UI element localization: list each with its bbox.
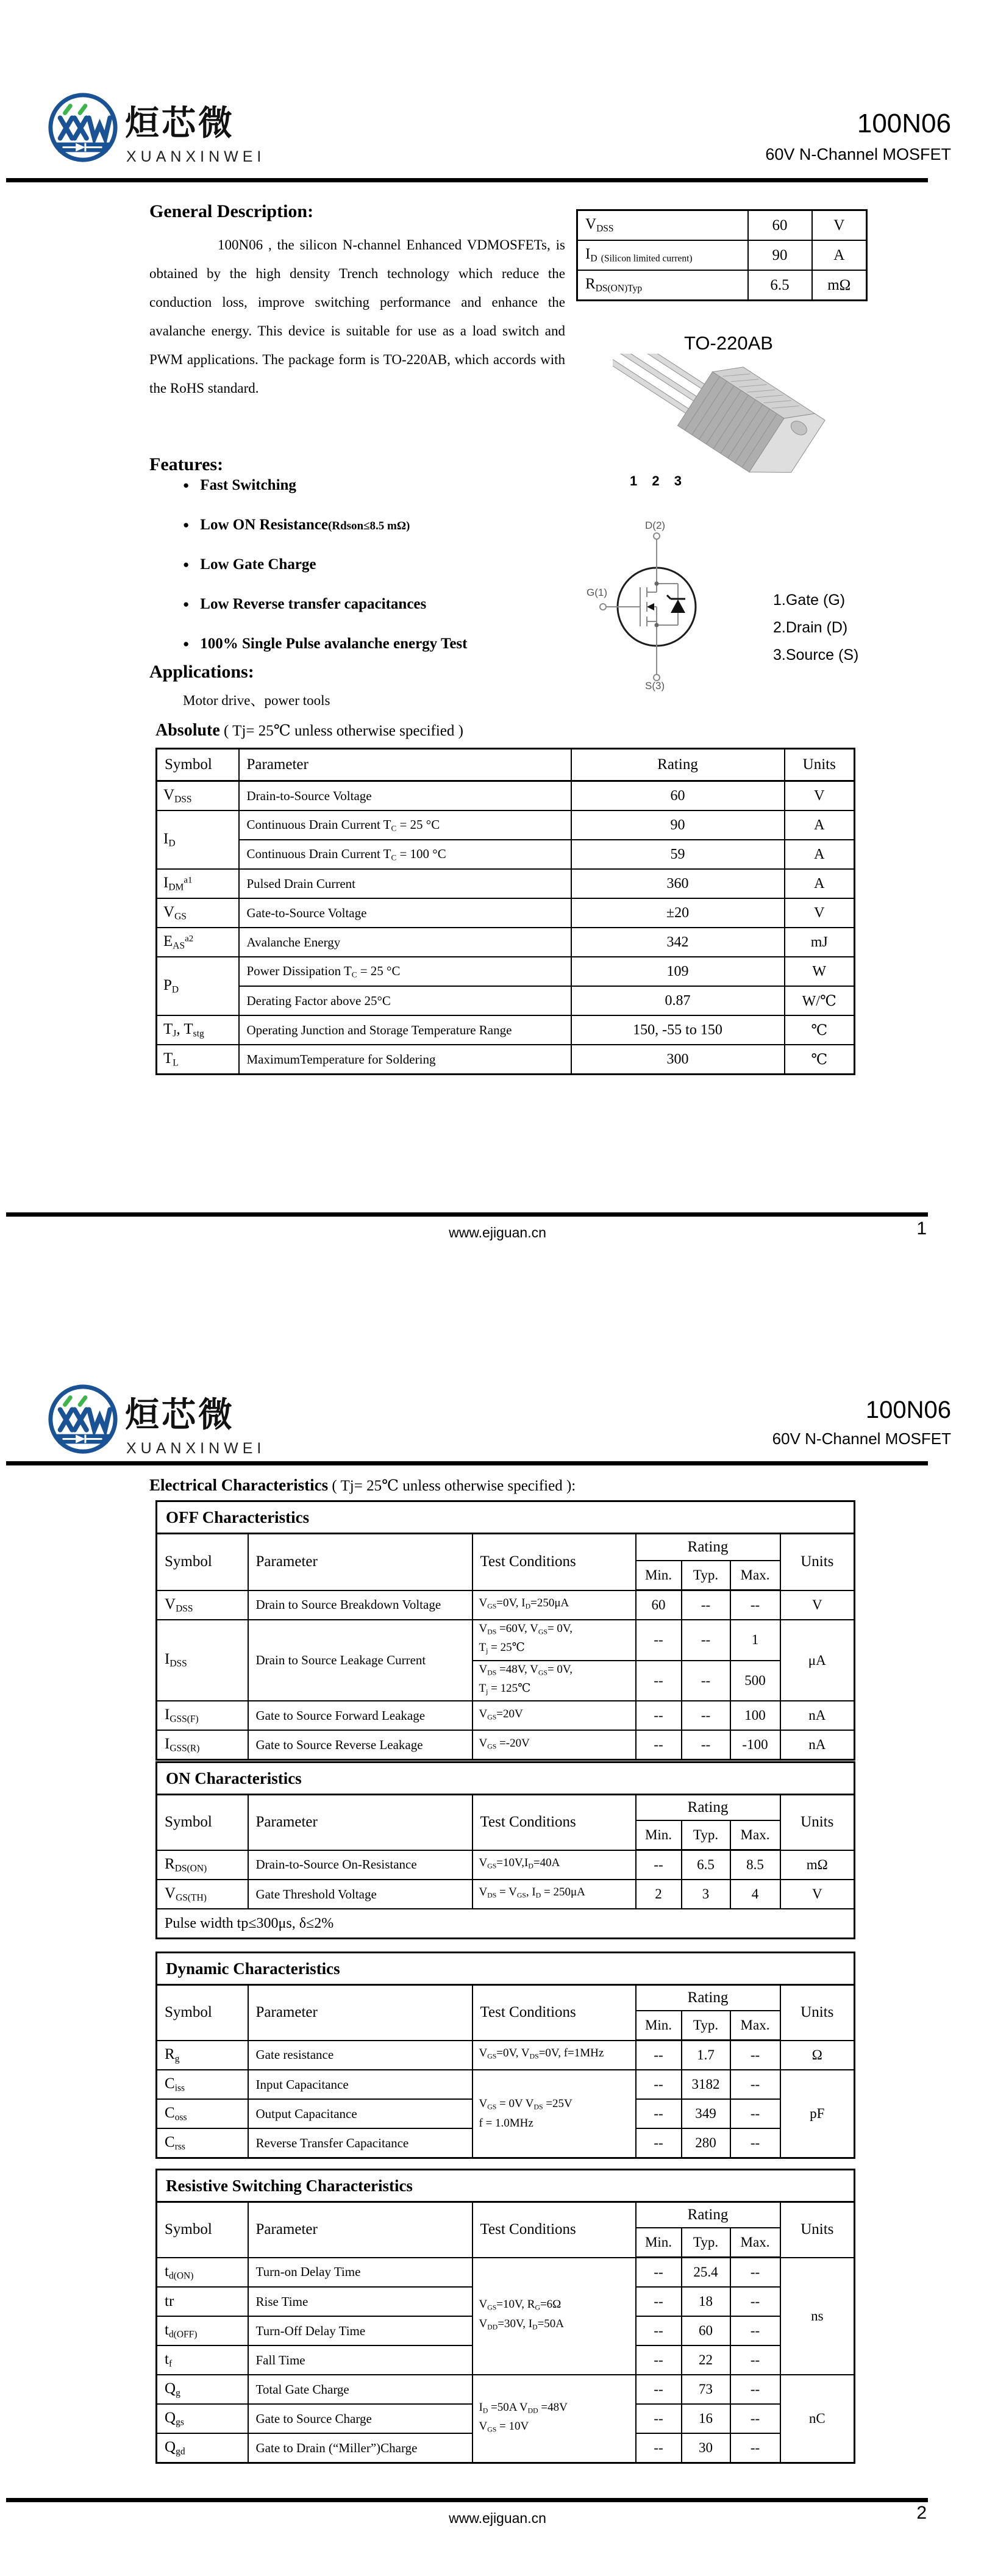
cell-max: -- xyxy=(730,2404,780,2433)
table-row xyxy=(577,270,867,301)
section-title: ON Characteristics xyxy=(157,1762,855,1795)
cell-max: 8.5 xyxy=(730,1850,780,1880)
cell-symbol: $I_{GSS(F)}$ xyxy=(157,1701,248,1730)
cell-symbol: $V_{DSS}$ xyxy=(157,781,239,811)
cell-test-conditions: $V_{DS} =60V$, $V_{GS}= 0V$, $T_j$ = 25℃ xyxy=(473,1620,636,1661)
cell-unit: ns xyxy=(780,2258,855,2375)
bullet-icon: ● xyxy=(183,479,190,491)
cell-symbol: $t_f$ xyxy=(157,2345,248,2375)
cell-min: -- xyxy=(636,1730,682,1760)
cell-unit: W/℃ xyxy=(785,986,855,1015)
node-dot xyxy=(655,582,659,586)
cell-test-conditions: $V_{GS}=10V$, $R_G=6\Omega$ $V_{DD}=30V$, $I_D=50A$ xyxy=(473,2258,636,2375)
cell-symbol: $V_{DSS}$ xyxy=(577,210,748,241)
cell-max: 1 xyxy=(730,1620,780,1661)
cell-parameter: Drain-to-Source On-Resistance xyxy=(248,1850,473,1880)
table-row xyxy=(157,1045,855,1075)
col-header-min: Min. xyxy=(636,2228,682,2258)
cell-parameter: Gate to Drain (“Miller”)Charge xyxy=(248,2433,473,2463)
cell-test-conditions: $V_{GS} =-20V$ xyxy=(473,1730,636,1760)
footer-url: www.ejiguan.cn xyxy=(449,1225,546,1240)
cell-symbol: $I_D$ xyxy=(157,810,239,869)
cell-typ: -- xyxy=(682,1730,730,1760)
table-header-row xyxy=(157,2202,855,2228)
cell-value: 90 xyxy=(748,240,812,270)
feature-item xyxy=(183,635,468,653)
company-logo xyxy=(46,90,120,168)
col-header-rating: Rating xyxy=(636,2202,780,2228)
cell-rating: 300 xyxy=(571,1045,785,1075)
mosfet-symbol-image xyxy=(585,515,732,695)
col-header-symbol: Symbol xyxy=(157,749,239,781)
col-header-parameter: Parameter xyxy=(248,1795,473,1850)
feature-item xyxy=(183,477,296,494)
applications-body: Motor drive、power tools xyxy=(183,693,330,708)
col-header-max: Max. xyxy=(730,1820,780,1850)
cell-min: -- xyxy=(636,1661,682,1701)
source-label: S(3) xyxy=(645,680,665,692)
legend-drain: 2.Drain (D) xyxy=(773,619,848,636)
bullet-icon: ● xyxy=(183,638,190,649)
cell-symbol: $P_D$ xyxy=(157,957,239,1015)
cell-parameter: Continuous Drain Current $T_C = 100$ °C xyxy=(239,840,571,869)
footer-rule xyxy=(6,1212,928,1217)
cell-min: -- xyxy=(636,2316,682,2345)
cell-parameter: Turn-on Delay Time xyxy=(248,2258,473,2288)
col-header-rating: Rating xyxy=(636,1985,780,2011)
feature-text: 100% Single Pulse avalanche energy Test xyxy=(200,635,468,652)
part-subtitle: 60V N-Channel MOSFET xyxy=(772,1429,951,1448)
cell-parameter: Drain-to-Source Voltage xyxy=(239,781,571,811)
cell-typ: 18 xyxy=(682,2287,730,2316)
cell-parameter: Gate to Source Forward Leakage xyxy=(248,1701,473,1730)
table-row xyxy=(157,1701,855,1730)
cell-min: -- xyxy=(636,2070,682,2099)
table-row xyxy=(157,2070,855,2099)
feature-item xyxy=(183,556,316,573)
cell-unit: ℃ xyxy=(785,1045,855,1075)
package-image xyxy=(613,354,832,500)
table-row xyxy=(157,2375,855,2404)
col-header-test-conditions: Test Conditions xyxy=(473,1534,636,1590)
table-row xyxy=(577,210,867,241)
cell-max: -- xyxy=(730,2128,780,2158)
feature-item xyxy=(183,517,410,534)
table-header-row xyxy=(157,1795,855,1821)
cell-max: -- xyxy=(730,2287,780,2316)
col-header-symbol: Symbol xyxy=(157,1985,248,2041)
cell-min: -- xyxy=(636,2375,682,2404)
absolute-title xyxy=(155,721,463,740)
package-leg xyxy=(613,354,692,415)
cell-max: -- xyxy=(730,2345,780,2375)
feature-note: (Rdson≤8.5 mΩ) xyxy=(328,520,410,532)
key-spec-table xyxy=(576,209,868,301)
cell-min: -- xyxy=(636,2128,682,2158)
header-rule xyxy=(6,1461,928,1465)
cell-unit: mΩ xyxy=(780,1850,855,1880)
node-dot xyxy=(655,623,659,628)
cell-max: 500 xyxy=(730,1661,780,1701)
cell-parameter: Operating Junction and Storage Temperature Range xyxy=(239,1015,571,1045)
col-header-min: Min. xyxy=(636,2011,682,2041)
cell-symbol: $R_{DS(ON)}$ xyxy=(157,1850,248,1880)
pulse-width-note: Pulse width tp≤300μs, δ≤2% xyxy=(157,1909,855,1939)
col-header-units: Units xyxy=(780,2202,855,2258)
cell-max: -- xyxy=(730,2041,780,2070)
company-logo xyxy=(46,1382,120,1459)
cell-rating: 150, -55 to 150 xyxy=(571,1015,785,1045)
table-row xyxy=(157,1590,855,1620)
cell-parameter: Output Capacitance xyxy=(248,2099,473,2128)
cell-parameter: Gate-to-Source Voltage xyxy=(239,898,571,928)
cell-test-conditions: $V_{DS} =48V$, $V_{GS}= 0V$, $T_j$ = 125℃ xyxy=(473,1661,636,1701)
cell-max: -- xyxy=(730,2375,780,2404)
cell-unit: nA xyxy=(780,1730,855,1760)
mosfet-symbol-icon xyxy=(585,515,732,692)
package-name: TO-220AB xyxy=(684,332,773,354)
table-row xyxy=(157,1620,855,1661)
col-header-typ: Typ. xyxy=(682,1820,730,1850)
cell-symbol: $I_{DM}^{a1}$ xyxy=(157,869,239,898)
col-header-test-conditions: Test Conditions xyxy=(473,1795,636,1850)
col-header-units: Units xyxy=(780,1534,855,1590)
cell-parameter: Derating Factor above 25°C xyxy=(239,986,571,1015)
bullet-icon: ● xyxy=(183,559,190,570)
table-row xyxy=(157,840,855,869)
absolute-title-note: ( Tj= 25℃ unless otherwise specified ) xyxy=(224,723,463,739)
col-header-typ: Typ. xyxy=(682,1561,730,1590)
absolute-ratings-table xyxy=(155,748,855,1075)
cell-unit: nA xyxy=(780,1701,855,1730)
electrical-characteristics-title xyxy=(149,1476,576,1495)
cell-unit: pF xyxy=(780,2070,855,2158)
cell-parameter: Drain to Source Leakage Current xyxy=(248,1620,473,1701)
table-row xyxy=(157,957,855,986)
bullet-icon: ● xyxy=(183,598,190,610)
cell-max: -- xyxy=(730,2070,780,2099)
col-header-symbol: Symbol xyxy=(157,1534,248,1590)
col-header-rating: Rating xyxy=(636,1534,780,1561)
cell-min: -- xyxy=(636,2041,682,2070)
cell-typ: 280 xyxy=(682,2128,730,2158)
col-header-test-conditions: Test Conditions xyxy=(473,2202,636,2258)
general-description-body: 100N06 , the silicon N-channel Enhanced VDMOSFETs, is obtained by the high density Trench technology which reduce the conduction loss, improve switching performance and enhance the avalanche energy. This device is suitable for use as a load switch and PWM applications. The package form is TO-220AB, which accords with the RoHS standard. xyxy=(149,237,565,396)
cell-max: -- xyxy=(730,2433,780,2463)
cell-typ: 1.7 xyxy=(682,2041,730,2070)
feature-text: Low Gate Charge xyxy=(200,556,316,573)
cell-symbol: $Q_{gd}$ xyxy=(157,2433,248,2463)
on-characteristics-table xyxy=(155,1761,855,1939)
cell-symbol: tr xyxy=(157,2287,248,2316)
body-diode-triangle xyxy=(671,599,685,613)
feature-text: Low Reverse transfer capacitances xyxy=(200,596,427,612)
logo-mark-icon xyxy=(46,90,120,165)
pin-legend xyxy=(773,587,858,669)
cell-parameter: Fall Time xyxy=(248,2345,473,2375)
cell-unit: A xyxy=(812,240,867,270)
part-subtitle: 60V N-Channel MOSFET xyxy=(765,145,951,163)
applications-title: Applications: xyxy=(149,662,254,682)
table-row xyxy=(577,240,867,270)
cell-max: 4 xyxy=(730,1880,780,1909)
cell-symbol: $C_{rss}$ xyxy=(157,2128,248,2158)
cell-rating: 360 xyxy=(571,869,785,898)
table-row xyxy=(157,1015,855,1045)
cell-unit: A xyxy=(785,840,855,869)
col-header-max: Max. xyxy=(730,1561,780,1590)
cell-parameter: Total Gate Charge xyxy=(248,2375,473,2404)
cell-unit: mΩ xyxy=(812,270,867,301)
cell-symbol: $V_{GS}$ xyxy=(157,898,239,928)
cell-min: -- xyxy=(636,1850,682,1880)
col-header-units: Units xyxy=(780,1795,855,1850)
cell-parameter: Reverse Transfer Capacitance xyxy=(248,2128,473,2158)
cell-unit: Ω xyxy=(780,2041,855,2070)
col-header-parameter: Parameter xyxy=(248,2202,473,2258)
col-header-test-conditions: Test Conditions xyxy=(473,1985,636,2041)
table-header-row xyxy=(157,1534,855,1561)
brand-name-cn: 烜芯微 xyxy=(125,104,235,143)
cell-unit: ℃ xyxy=(785,1015,855,1045)
col-header-max: Max. xyxy=(730,2228,780,2258)
cell-symbol: $C_{iss}$ xyxy=(157,2070,248,2099)
col-header-min: Min. xyxy=(636,1820,682,1850)
table-header-row xyxy=(157,1985,855,2011)
cell-symbol: $T_J$, $T_{stg}$ xyxy=(157,1015,239,1045)
cell-typ: 73 xyxy=(682,2375,730,2404)
cell-parameter: Pulsed Drain Current xyxy=(239,869,571,898)
feature-text: Fast Switching xyxy=(200,477,296,493)
cell-rating: ±20 xyxy=(571,898,785,928)
col-header-typ: Typ. xyxy=(682,2228,730,2258)
cell-typ: 3182 xyxy=(682,2070,730,2099)
table-row xyxy=(157,928,855,957)
cell-min: -- xyxy=(636,2345,682,2375)
drain-label: D(2) xyxy=(645,520,666,531)
cell-typ: 25.4 xyxy=(682,2258,730,2288)
brand-name-en: XUANXINWEI xyxy=(126,1440,266,1457)
cell-min: -- xyxy=(636,1620,682,1661)
section-title: Dynamic Characteristics xyxy=(157,1953,855,1985)
cell-test-conditions: $V_{GS} = 0V$ $V_{DS} =25V$ f = 1.0MHz xyxy=(473,2070,636,2158)
table-row xyxy=(157,2258,855,2288)
cell-symbol: $R_{DS(ON)Typ}$ xyxy=(577,270,748,301)
cell-typ: 16 xyxy=(682,2404,730,2433)
footer-url: www.ejiguan.cn xyxy=(449,2510,546,2526)
dynamic-characteristics-table xyxy=(155,1952,855,2159)
cell-value: 60 xyxy=(748,210,812,241)
col-header-parameter: Parameter xyxy=(248,1985,473,2041)
cell-unit: W xyxy=(785,957,855,986)
table-row xyxy=(157,2041,855,2070)
cell-rating: 90 xyxy=(571,810,785,840)
cell-unit: mJ xyxy=(785,928,855,957)
part-number: 100N06 xyxy=(865,1397,951,1423)
feature-text: Low ON Resistance xyxy=(200,517,328,533)
cell-parameter: Input Capacitance xyxy=(248,2070,473,2099)
cell-min: -- xyxy=(636,2433,682,2463)
cell-parameter: Turn-Off Delay Time xyxy=(248,2316,473,2345)
cell-parameter: MaximumTemperature for Soldering xyxy=(239,1045,571,1075)
pin-numbers-label: 1 2 3 xyxy=(630,473,687,488)
cell-rating: 0.87 xyxy=(571,986,785,1015)
cell-unit: V xyxy=(785,781,855,811)
cell-min: -- xyxy=(636,2404,682,2433)
section-title: OFF Characteristics xyxy=(157,1501,855,1534)
cell-rating: 109 xyxy=(571,957,785,986)
cell-typ: 349 xyxy=(682,2099,730,2128)
brand-name-en: XUANXINWEI xyxy=(126,148,266,165)
general-description-title: General Description: xyxy=(149,201,314,221)
cell-test-conditions: $V_{GS}=10V,I_D=40A$ xyxy=(473,1850,636,1880)
col-header-rating: Rating xyxy=(636,1795,780,1821)
cell-symbol: $E_{AS}^{a2}$ xyxy=(157,928,239,957)
cell-rating: 60 xyxy=(571,781,785,811)
cell-min: 2 xyxy=(636,1880,682,1909)
cell-typ: -- xyxy=(682,1701,730,1730)
cell-max: -- xyxy=(730,2258,780,2288)
cell-unit: V xyxy=(780,1880,855,1909)
col-header-units: Units xyxy=(780,1985,855,2041)
legend-source: 3.Source (S) xyxy=(773,646,859,664)
absolute-title-bold: Absolute xyxy=(155,721,220,740)
cell-symbol: $V_{GS(TH)}$ xyxy=(157,1880,248,1909)
table-row xyxy=(157,1909,855,1939)
table-row xyxy=(157,1880,855,1909)
cell-test-conditions: $V_{GS}=0V$, $I_D=250\mu A$ xyxy=(473,1590,636,1620)
cell-symbol: $t_{d(OFF)}$ xyxy=(157,2316,248,2345)
table-row xyxy=(157,986,855,1015)
brand-name-cn: 烜芯微 xyxy=(125,1395,235,1435)
cell-symbol: $Q_{gs}$ xyxy=(157,2404,248,2433)
cell-symbol: $I_{DSS}$ xyxy=(157,1620,248,1701)
table-row xyxy=(157,869,855,898)
cell-unit: A xyxy=(785,810,855,840)
cell-unit: A xyxy=(785,869,855,898)
features-title: Features: xyxy=(149,454,224,474)
cell-min: -- xyxy=(636,2258,682,2288)
cell-parameter: Drain to Source Breakdown Voltage xyxy=(248,1590,473,1620)
cell-parameter: Rise Time xyxy=(248,2287,473,2316)
off-characteristics-table xyxy=(155,1500,855,1761)
cell-parameter: Gate resistance xyxy=(248,2041,473,2070)
cell-max: 100 xyxy=(730,1701,780,1730)
cell-min: 60 xyxy=(636,1590,682,1620)
cell-symbol: $T_L$ xyxy=(157,1045,239,1075)
cell-symbol: $I_{GSS(R)}$ xyxy=(157,1730,248,1760)
table-row xyxy=(157,1850,855,1880)
col-header-typ: Typ. xyxy=(682,2011,730,2041)
ec-title-bold: Electrical Characteristics xyxy=(149,1476,329,1494)
table-row xyxy=(157,898,855,928)
cell-symbol: $I_D$ $_{(Silicon limited current)}$ xyxy=(577,240,748,270)
footer-rule xyxy=(6,2498,928,2502)
cell-typ: -- xyxy=(682,1620,730,1661)
cell-parameter: Avalanche Energy xyxy=(239,928,571,957)
cell-parameter: Gate to Source Reverse Leakage xyxy=(248,1730,473,1760)
cell-typ: 3 xyxy=(682,1880,730,1909)
col-header-min: Min. xyxy=(636,1561,682,1590)
cell-typ: 30 xyxy=(682,2433,730,2463)
logo-mark-icon xyxy=(46,1382,120,1456)
col-header-max: Max. xyxy=(730,2011,780,2041)
ec-title-note: ( Tj= 25℃ unless otherwise specified ): xyxy=(332,1478,576,1494)
cell-symbol: $t_{d(ON)}$ xyxy=(157,2258,248,2288)
bullet-icon: ● xyxy=(183,519,190,531)
channel-arrow xyxy=(647,603,654,610)
cell-symbol: $R_g$ xyxy=(157,2041,248,2070)
cell-unit: V xyxy=(780,1590,855,1620)
to220-package-icon xyxy=(613,354,832,497)
cell-typ: 22 xyxy=(682,2345,730,2375)
cell-max: -- xyxy=(730,1590,780,1620)
table-row xyxy=(157,781,855,811)
part-number: 100N06 xyxy=(857,109,951,138)
col-header-rating: Rating xyxy=(571,749,785,781)
cell-unit: μA xyxy=(780,1620,855,1701)
cell-rating: 342 xyxy=(571,928,785,957)
feature-item xyxy=(183,596,426,613)
cell-typ: 6.5 xyxy=(682,1850,730,1880)
cell-unit: V xyxy=(812,210,867,241)
cell-max: -- xyxy=(730,2316,780,2345)
cell-value: 6.5 xyxy=(748,270,812,301)
section-title: Resistive Switching Characteristics xyxy=(157,2170,855,2202)
cell-unit: nC xyxy=(780,2375,855,2463)
cell-unit: V xyxy=(785,898,855,928)
cell-min: -- xyxy=(636,2287,682,2316)
cell-parameter: Gate Threshold Voltage xyxy=(248,1880,473,1909)
cell-test-conditions: $V_{DS} = V_{GS}$, $I_D = 250\mu A$ xyxy=(473,1880,636,1909)
col-header-units: Units xyxy=(785,749,855,781)
cell-max: -- xyxy=(730,2099,780,2128)
cell-min: -- xyxy=(636,1701,682,1730)
cell-symbol: $C_{oss}$ xyxy=(157,2099,248,2128)
cell-symbol: $V_{DSS}$ xyxy=(157,1590,248,1620)
cell-min: -- xyxy=(636,2099,682,2128)
cell-test-conditions: $V_{GS}=0V$, $V_{DS}=0V$, f=1MHz xyxy=(473,2041,636,2070)
cell-max: -100 xyxy=(730,1730,780,1760)
resistive-switching-table xyxy=(155,2169,855,2464)
page-number: 2 xyxy=(916,2503,927,2523)
cell-typ: -- xyxy=(682,1590,730,1620)
col-header-symbol: Symbol xyxy=(157,2202,248,2258)
page-number: 1 xyxy=(916,1218,927,1239)
header-rule xyxy=(6,178,928,182)
cell-typ: 60 xyxy=(682,2316,730,2345)
col-header-symbol: Symbol xyxy=(157,1795,248,1850)
cell-parameter: Gate to Source Charge xyxy=(248,2404,473,2433)
cell-parameter: Power Dissipation $T_C = 25$ °C xyxy=(239,957,571,986)
gate-label: G(1) xyxy=(587,587,607,598)
cell-rating: 59 xyxy=(571,840,785,869)
col-header-parameter: Parameter xyxy=(239,749,571,781)
table-header-row xyxy=(157,749,855,781)
table-row xyxy=(157,810,855,840)
cell-symbol: $Q_g$ xyxy=(157,2375,248,2404)
col-header-parameter: Parameter xyxy=(248,1534,473,1590)
cell-parameter: Continuous Drain Current $T_C = 25$ °C xyxy=(239,810,571,840)
table-row xyxy=(157,1730,855,1760)
legend-gate: 1.Gate (G) xyxy=(773,592,846,609)
cell-test-conditions: $V_{GS}=20V$ xyxy=(473,1701,636,1730)
cell-test-conditions: $I_D =50A$ $V_{DD} =48V$ $V_{GS} = 10V$ xyxy=(473,2375,636,2463)
cell-typ: -- xyxy=(682,1661,730,1701)
